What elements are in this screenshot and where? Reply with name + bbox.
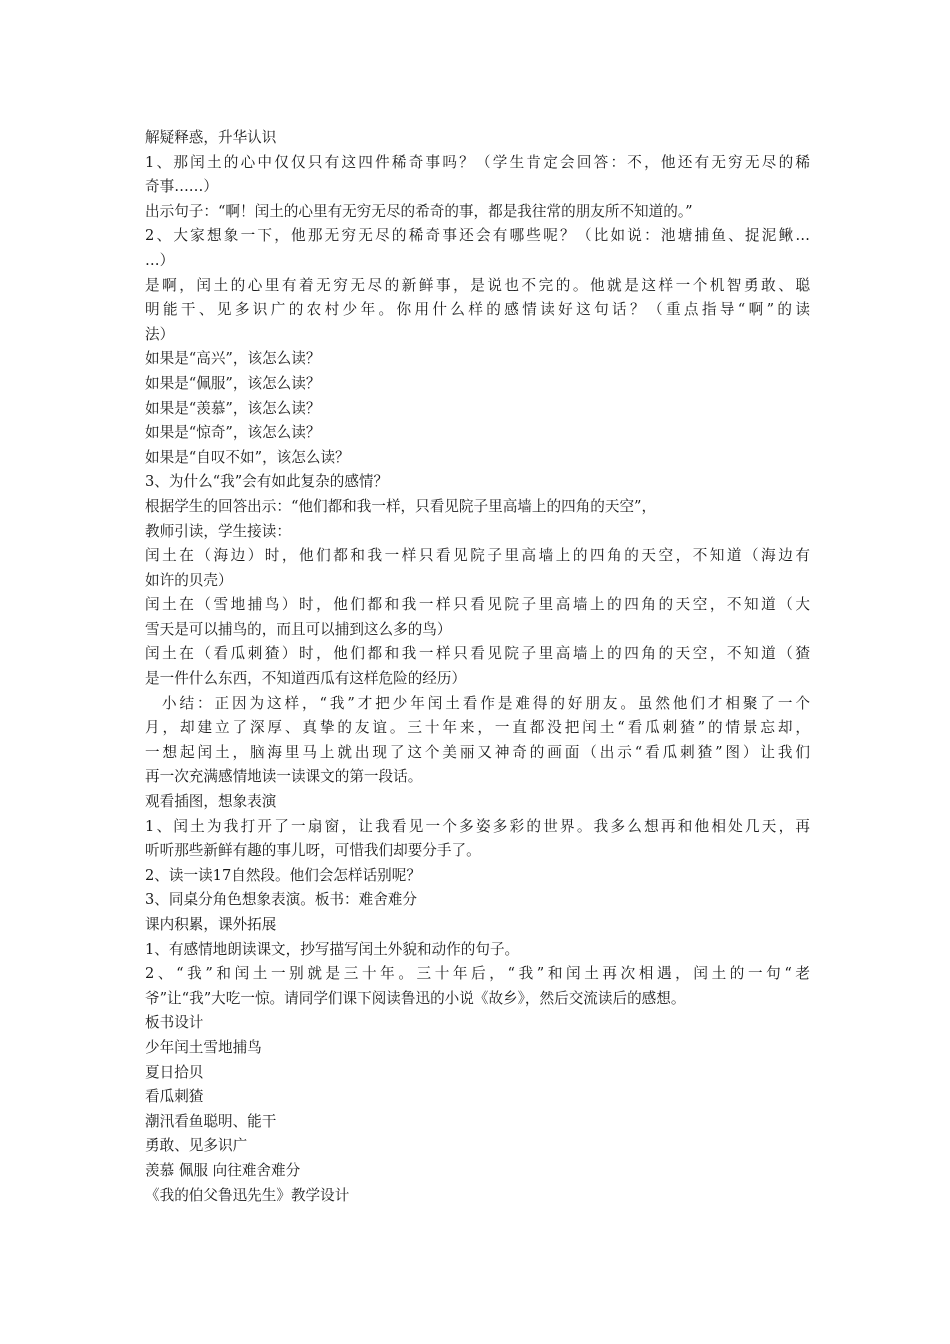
paragraph-line: 闰土在（海边）时，他们都和我一样只看见院子里高墙上的四角的天空，不知道（海边有 [145,547,810,565]
paragraph-line: 闰土在（雪地捕鸟）时，他们都和我一样只看见院子里高墙上的四角的天空，不知道（大 [145,596,810,614]
paragraph-line: 听听那些新鲜有趣的事儿呀，可惜我们却要分手了。 [145,842,481,860]
paragraph-line: 3、同桌分角色想象表演。板书：难舍难分 [145,891,417,909]
paragraph-line: 法） [145,325,175,343]
paragraph-line: 如果是“佩服”，该怎么读？ [145,374,321,392]
paragraph-line: 出示句子：“啊！闰土的心里有无穷无尽的希奇的事，都是我往常的朋友所不知道的。” [145,202,693,220]
paragraph-line: 根据学生的回答出示：“他们都和我一样，只看见院子里高墙上的四角的天空”， [145,497,657,515]
board-line: 勇敢、见多识广 [145,1137,248,1155]
section-heading: 板书设计 [145,1014,204,1032]
paragraph-line: 雪天是可以捕鸟的，而且可以捕到这么多的鸟） [145,620,452,638]
paragraph-line: 如果是“高兴”，该怎么读？ [145,350,321,368]
board-line: 羡慕 佩服 向往难舍难分 [145,1161,301,1179]
paragraph-line: 闰土在（看瓜刺猹）时，他们都和我一样只看见院子里高墙上的四角的天空，不知道（猹 [145,645,810,663]
summary-line: 一想起闰土，脑海里马上就出现了这个美丽又神奇的画面（出示“看瓜刺猹”图）让我们 [145,743,810,761]
paragraph-line: 爷”让“我”大吃一惊。请同学们课下阅读鲁迅的小说《故乡》，然后交流读后的感想。 [145,989,686,1007]
paragraph-line: 3、为什么“我”会有如此复杂的感情？ [145,473,389,491]
paragraph-line: 如果是“自叹不如”，该怎么读？ [145,448,350,466]
paragraph-line: 2、大家想象一下，他那无穷无尽的稀奇事还会有哪些呢？（比如说：池塘捕鱼、捉泥鳅… [145,227,810,245]
paragraph-line: 如果是“惊奇”，该怎么读？ [145,424,321,442]
paragraph-line: 1、有感情地朗读课文，抄写描写闰土外貌和动作的句子。 [145,940,520,958]
paragraph-line: 教师引读，学生接读： [145,522,291,540]
summary-line: 小结：正因为这样，“我”才把少年闰土看作是难得的好朋友。虽然他们才相聚了一个 [162,694,810,712]
next-title: 《我的伯父鲁迅先生》教学设计 [145,1186,350,1204]
summary-line: 再一次充满感情地读一读课文的第一段话。 [145,768,423,786]
paragraph-line: 2、“我”和闰土一别就是三十年。三十年后，“我”和闰土再次相遇，闰土的一句“老 [145,965,810,983]
paragraph-line: 明能干、见多识广的农村少年。你用什么样的感情读好这句话？（重点指导“啊”的读 [145,301,810,319]
paragraph-line: 如许的贝壳） [145,571,233,589]
board-line: 潮汛看鱼聪明、能干 [145,1112,277,1130]
paragraph-line: 1、那闰土的心中仅仅只有这四件稀奇事吗？（学生肯定会回答：不，他还有无穷无尽的稀 [145,153,810,171]
board-line: 少年闰土雪地捕鸟 [145,1038,262,1056]
paragraph-line: 是啊，闰土的心里有着无穷无尽的新鲜事，是说也不完的。他就是这样一个机智勇敢、聪 [145,276,810,294]
paragraph-line: 2、读一读17自然段。他们会怎样话别呢？ [145,866,421,884]
board-line: 夏日拾贝 [145,1063,204,1081]
board-line: 看瓜刺猹 [145,1088,204,1106]
paragraph-line: 如果是“羡慕”，该怎么读？ [145,399,321,417]
section-heading: 课内积累，课外拓展 [145,916,277,933]
paragraph-line: 奇事……） [145,178,218,196]
section-heading: 观看插图，想象表演 [145,793,277,811]
section-heading: 解疑释惑，升华认识 [145,129,277,146]
paragraph-line: …） [145,251,175,269]
paragraph-line: 是一件什么东西，不知道西瓜有这样危险的经历） [145,670,467,688]
summary-line: 月，却建立了深厚、真挚的友谊。三十年来，一直都没把闰土“看瓜刺猹”的情景忘却， [145,719,810,737]
paragraph-line: 1、闰土为我打开了一扇窗，让我看见一个多姿多彩的世界。我多么想再和他相处几天，再 [145,817,810,835]
document-body [145,126,810,1208]
